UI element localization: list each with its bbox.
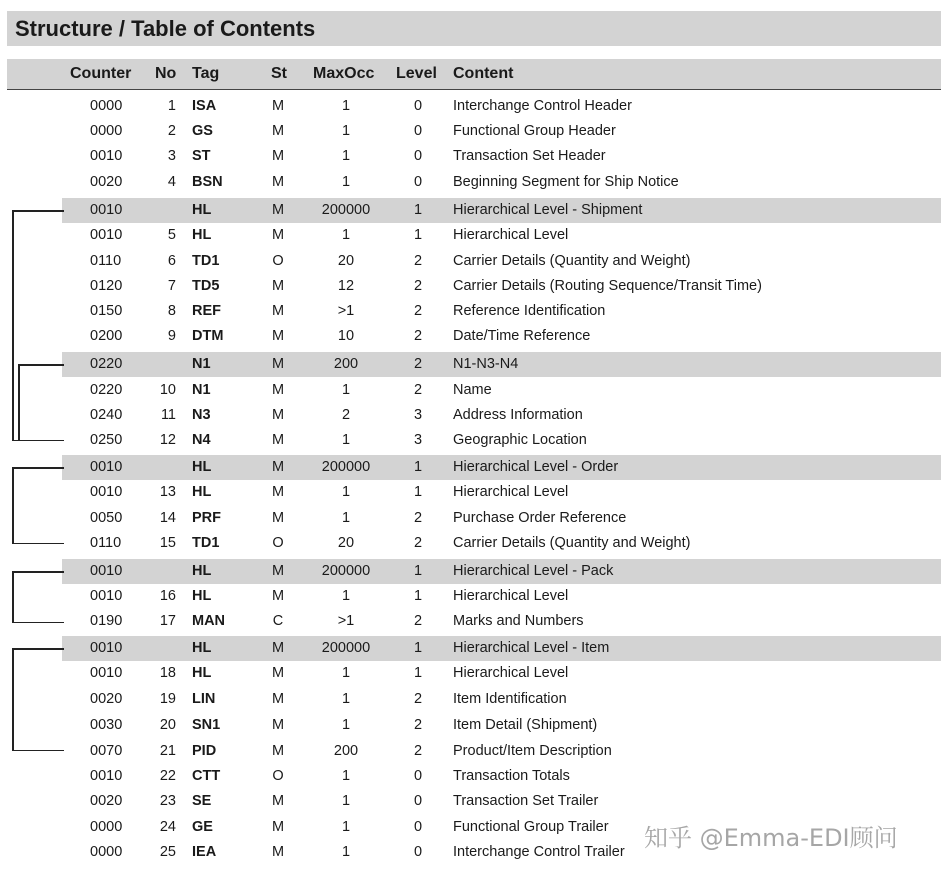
cell-tag: HL (192, 459, 212, 475)
cell-content: Hierarchical Level (453, 227, 569, 243)
cell-level: 2 (413, 382, 423, 398)
cell-counter: 0010 (90, 148, 123, 164)
cell-level: 2 (413, 253, 423, 269)
cell-maxocc: 1 (341, 227, 351, 243)
table-row (0, 403, 948, 428)
table-row (0, 584, 948, 609)
cell-content: N1-N3-N4 (453, 356, 519, 372)
cell-no: 18 (159, 665, 176, 681)
cell-maxocc: >1 (337, 303, 355, 319)
cell-tag: N3 (192, 407, 211, 423)
cell-st: O (272, 535, 284, 551)
cell-st: M (271, 202, 285, 218)
loop-header-row (0, 352, 948, 377)
cell-content: Transaction Totals (453, 768, 570, 784)
cell-st: M (271, 484, 285, 500)
cell-content: Carrier Details (Quantity and Weight) (453, 253, 691, 269)
table-row (0, 764, 948, 789)
cell-no: 11 (160, 407, 176, 423)
cell-maxocc: 20 (337, 535, 355, 551)
header-content: Content (453, 65, 514, 82)
cell-maxocc: 1 (341, 768, 351, 784)
section-title-bar (7, 11, 941, 46)
cell-maxocc: 200000 (321, 563, 371, 579)
cell-level: 0 (413, 768, 423, 784)
cell-level: 2 (413, 691, 423, 707)
cell-no: 1 (167, 98, 176, 114)
cell-level: 2 (413, 613, 423, 629)
cell-tag: SN1 (192, 717, 221, 733)
cell-level: 0 (413, 123, 423, 139)
cell-tag: TD1 (192, 253, 220, 269)
cell-counter: 0010 (90, 459, 123, 475)
cell-maxocc: 1 (341, 174, 351, 190)
cell-content: Transaction Set Trailer (453, 793, 599, 809)
cell-content: Interchange Control Header (453, 98, 632, 114)
cell-maxocc: 1 (341, 844, 351, 860)
cell-no: 8 (167, 303, 176, 319)
cell-tag: LIN (192, 691, 216, 707)
cell-tag: HL (192, 484, 212, 500)
cell-no: 24 (159, 819, 176, 835)
cell-no: 13 (159, 484, 176, 500)
cell-st: M (271, 328, 285, 344)
cell-no: 22 (159, 768, 176, 784)
cell-content: Hierarchical Level (453, 588, 569, 604)
cell-content: Functional Group Header (453, 123, 616, 139)
cell-st: M (271, 640, 285, 656)
cell-no: 19 (159, 691, 176, 707)
table-row (0, 687, 948, 712)
cell-st: M (271, 665, 285, 681)
cell-st: M (271, 588, 285, 604)
cell-counter: 0020 (90, 174, 123, 190)
cell-level: 2 (413, 303, 423, 319)
cell-counter: 0010 (90, 227, 123, 243)
cell-content: Address Information (453, 407, 583, 423)
cell-tag: HL (192, 202, 212, 218)
cell-content: Purchase Order Reference (453, 510, 627, 526)
cell-counter: 0110 (90, 253, 122, 269)
cell-content: Functional Group Trailer (453, 819, 609, 835)
cell-level: 2 (413, 717, 423, 733)
cell-level: 0 (413, 98, 423, 114)
cell-content: Hierarchical Level - Order (453, 459, 619, 475)
watermark: 知乎 @Emma-EDI顾问 (644, 824, 898, 852)
cell-content: Product/Item Description (453, 743, 612, 759)
cell-content: Carrier Details (Quantity and Weight) (453, 535, 691, 551)
header-no: No (155, 65, 177, 82)
cell-no: 25 (159, 844, 176, 860)
cell-counter: 0020 (90, 793, 123, 809)
cell-st: M (271, 717, 285, 733)
cell-tag: N1 (192, 356, 211, 372)
cell-counter: 0000 (90, 819, 123, 835)
cell-level: 1 (413, 665, 423, 681)
cell-content: Name (453, 382, 492, 398)
table-row (0, 223, 948, 248)
cell-st: M (271, 844, 285, 860)
cell-tag: HL (192, 665, 212, 681)
cell-level: 2 (413, 328, 423, 344)
cell-counter: 0010 (90, 588, 123, 604)
cell-maxocc: 1 (341, 665, 351, 681)
cell-tag: N1 (192, 382, 211, 398)
cell-tag: HL (192, 640, 212, 656)
cell-content: Beginning Segment for Ship Notice (453, 174, 679, 190)
cell-no: 12 (159, 432, 176, 448)
cell-counter: 0250 (90, 432, 123, 448)
table-row (0, 324, 948, 349)
cell-counter: 0050 (90, 510, 123, 526)
cell-level: 1 (413, 202, 423, 218)
cell-no: 2 (167, 123, 176, 139)
cell-level: 2 (413, 356, 423, 372)
table-row (0, 144, 948, 169)
cell-maxocc: 1 (341, 484, 351, 500)
cell-no: 21 (159, 743, 176, 759)
cell-maxocc: 200000 (321, 202, 371, 218)
cell-counter: 0010 (90, 202, 123, 218)
cell-st: M (271, 174, 285, 190)
cell-st: M (271, 691, 285, 707)
table-row (0, 249, 948, 274)
cell-counter: 0120 (90, 278, 123, 294)
table-row (0, 739, 948, 764)
table-row (0, 378, 948, 403)
cell-content: Reference Identification (453, 303, 606, 319)
cell-st: M (271, 98, 285, 114)
cell-counter: 0150 (90, 303, 123, 319)
table-row (0, 299, 948, 324)
cell-st: M (271, 819, 285, 835)
cell-maxocc: 1 (341, 123, 351, 139)
header-maxocc: MaxOcc (313, 65, 375, 82)
cell-no: 17 (159, 613, 176, 629)
cell-content: Hierarchical Level - Shipment (453, 202, 643, 218)
cell-no: 20 (159, 717, 176, 733)
cell-counter: 0240 (90, 407, 123, 423)
cell-maxocc: 200000 (321, 640, 371, 656)
cell-counter: 0110 (90, 535, 122, 551)
cell-counter: 0020 (90, 691, 123, 707)
cell-st: M (271, 278, 285, 294)
cell-level: 1 (413, 459, 423, 475)
cell-maxocc: 20 (337, 253, 355, 269)
cell-level: 0 (413, 793, 423, 809)
cell-counter: 0010 (90, 484, 123, 500)
cell-level: 2 (413, 743, 423, 759)
cell-counter: 0000 (90, 844, 123, 860)
cell-level: 1 (413, 227, 423, 243)
cell-st: M (271, 407, 285, 423)
cell-tag: TD5 (192, 278, 220, 294)
cell-tag: CTT (192, 768, 221, 784)
cell-content: Carrier Details (Routing Sequence/Transit Time) (453, 278, 762, 294)
cell-content: Item Identification (453, 691, 567, 707)
cell-st: C (272, 613, 284, 629)
cell-no: 6 (167, 253, 176, 269)
cell-level: 1 (413, 640, 423, 656)
cell-level: 0 (413, 844, 423, 860)
cell-tag: HL (192, 563, 212, 579)
cell-tag: ST (192, 148, 211, 164)
cell-counter: 0010 (90, 563, 123, 579)
cell-tag: REF (192, 303, 221, 319)
cell-counter: 0030 (90, 717, 123, 733)
cell-counter: 0200 (90, 328, 123, 344)
cell-counter: 0190 (90, 613, 123, 629)
loop-header-row (0, 455, 948, 480)
cell-st: M (271, 227, 285, 243)
cell-tag: ISA (192, 98, 217, 114)
cell-maxocc: 1 (341, 691, 351, 707)
cell-st: M (271, 793, 285, 809)
cell-tag: IEA (192, 844, 217, 860)
cell-maxocc: 1 (341, 717, 351, 733)
cell-tag: SE (192, 793, 212, 809)
table-header (7, 59, 941, 90)
header-counter: Counter (70, 65, 132, 82)
cell-content: Geographic Location (453, 432, 587, 448)
table-row (0, 428, 948, 453)
cell-st: M (271, 148, 285, 164)
cell-maxocc: 200 (333, 356, 359, 372)
cell-maxocc: 10 (337, 328, 355, 344)
cell-content: Item Detail (Shipment) (453, 717, 598, 733)
cell-st: M (271, 432, 285, 448)
cell-counter: 0010 (90, 640, 123, 656)
cell-no: 4 (167, 174, 176, 190)
cell-st: M (271, 123, 285, 139)
cell-level: 1 (413, 484, 423, 500)
cell-tag: GS (192, 123, 213, 139)
header-st: St (271, 65, 287, 82)
cell-level: 2 (413, 278, 423, 294)
cell-tag: MAN (192, 613, 226, 629)
cell-maxocc: 200 (333, 743, 359, 759)
cell-tag: PRF (192, 510, 221, 526)
cell-level: 0 (413, 174, 423, 190)
header-tag: Tag (192, 65, 220, 82)
table-row (0, 531, 948, 556)
table-row (0, 274, 948, 299)
cell-level: 0 (413, 819, 423, 835)
cell-content: Hierarchical Level (453, 665, 569, 681)
cell-tag: TD1 (192, 535, 220, 551)
cell-maxocc: 1 (341, 148, 351, 164)
cell-level: 0 (413, 148, 423, 164)
cell-maxocc: 1 (341, 510, 351, 526)
table-row (0, 480, 948, 505)
cell-no: 23 (159, 793, 176, 809)
cell-maxocc: 2 (341, 407, 351, 423)
cell-no: 10 (159, 382, 176, 398)
cell-maxocc: 1 (341, 98, 351, 114)
cell-content: Hierarchical Level (453, 484, 569, 500)
table-row (0, 94, 948, 119)
cell-maxocc: 12 (337, 278, 355, 294)
cell-maxocc: 1 (341, 819, 351, 835)
cell-tag: BSN (192, 174, 223, 190)
cell-no: 14 (159, 510, 176, 526)
cell-level: 2 (413, 535, 423, 551)
cell-counter: 0010 (90, 665, 123, 681)
table-row (0, 119, 948, 144)
cell-st: M (271, 563, 285, 579)
cell-counter: 0220 (90, 356, 123, 372)
cell-st: M (271, 356, 285, 372)
table-row (0, 661, 948, 686)
cell-level: 3 (413, 432, 423, 448)
cell-maxocc: 1 (341, 382, 351, 398)
cell-no: 5 (167, 227, 176, 243)
cell-counter: 0000 (90, 98, 123, 114)
table-row (0, 506, 948, 531)
cell-level: 2 (413, 510, 423, 526)
loop-header-row (0, 198, 948, 223)
cell-st: M (271, 743, 285, 759)
cell-content: Interchange Control Trailer (453, 844, 625, 860)
cell-counter: 0220 (90, 382, 123, 398)
cell-level: 1 (413, 563, 423, 579)
table-row (0, 789, 948, 814)
table-row (0, 609, 948, 634)
cell-level: 3 (413, 407, 423, 423)
cell-st: O (272, 768, 284, 784)
cell-tag: GE (192, 819, 213, 835)
cell-tag: PID (192, 743, 217, 759)
cell-tag: HL (192, 227, 212, 243)
cell-level: 1 (413, 588, 423, 604)
cell-st: O (272, 253, 284, 269)
cell-no: 3 (167, 148, 176, 164)
cell-content: Transaction Set Header (453, 148, 606, 164)
loop-header-row (0, 559, 948, 584)
cell-maxocc: 1 (341, 432, 351, 448)
cell-no: 9 (167, 328, 176, 344)
table-row (0, 713, 948, 738)
cell-counter: 0000 (90, 123, 123, 139)
cell-counter: 0070 (90, 743, 123, 759)
cell-tag: HL (192, 588, 212, 604)
loop-header-row (0, 636, 948, 661)
page-title: Structure / Table of Contents (15, 15, 316, 41)
cell-content: Hierarchical Level - Item (453, 640, 610, 656)
cell-st: M (271, 303, 285, 319)
cell-content: Hierarchical Level - Pack (453, 563, 614, 579)
cell-maxocc: >1 (337, 613, 355, 629)
cell-no: 15 (159, 535, 176, 551)
cell-maxocc: 1 (341, 588, 351, 604)
cell-no: 16 (159, 588, 176, 604)
cell-content: Marks and Numbers (453, 613, 584, 629)
cell-st: M (271, 459, 285, 475)
table-row (0, 170, 948, 195)
cell-maxocc: 1 (341, 793, 351, 809)
cell-content: Date/Time Reference (453, 328, 591, 344)
cell-tag: N4 (192, 432, 211, 448)
cell-no: 7 (167, 278, 176, 294)
cell-counter: 0010 (90, 768, 123, 784)
cell-st: M (271, 510, 285, 526)
cell-tag: DTM (192, 328, 224, 344)
cell-st: M (271, 382, 285, 398)
header-level: Level (396, 65, 437, 82)
cell-maxocc: 200000 (321, 459, 371, 475)
